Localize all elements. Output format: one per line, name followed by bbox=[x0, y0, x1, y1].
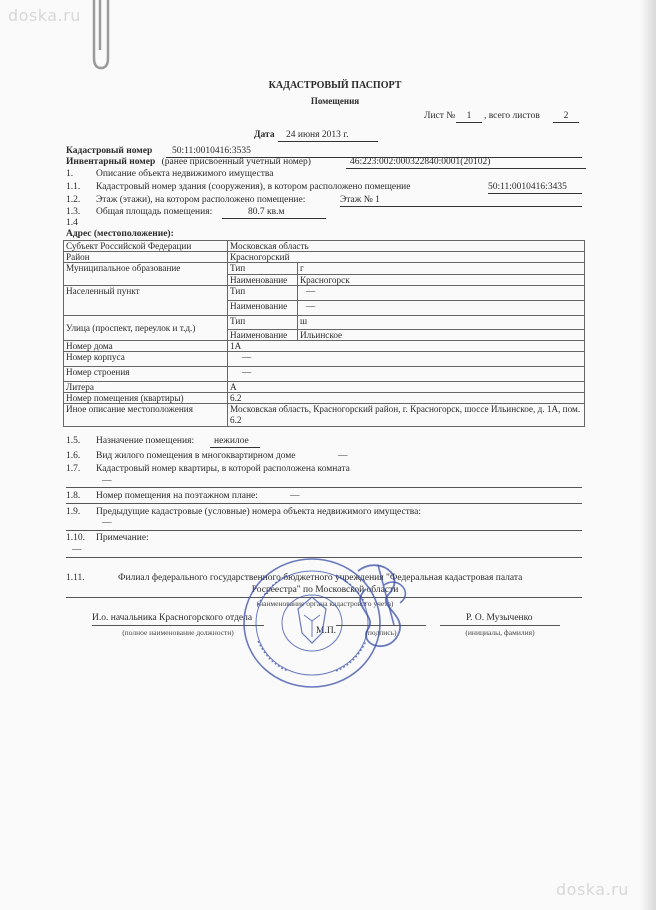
section-1-8-value: — bbox=[290, 491, 300, 501]
document-title: КАДАСТРОВЫЙ ПАСПОРТ bbox=[268, 80, 402, 91]
row-value: Московская область bbox=[228, 241, 585, 252]
table-row bbox=[64, 382, 585, 393]
watermark-top: doska.ru bbox=[8, 6, 81, 25]
row-value: — bbox=[228, 367, 585, 382]
page-edge-shadow bbox=[640, 0, 656, 910]
cadastral-value: 50:11:0010416:3535 bbox=[166, 146, 582, 158]
name-caption: (инициалы, фамилия) bbox=[465, 628, 535, 637]
section-1-2-value: Этаж № 1 bbox=[340, 195, 582, 207]
row-label: Номер строения bbox=[64, 367, 228, 382]
table-row bbox=[64, 263, 585, 275]
date-value: 24 июня 2013 г. bbox=[278, 130, 378, 142]
row-value: ш bbox=[298, 316, 585, 330]
row-value: 1А bbox=[228, 341, 585, 352]
section-1-2-num: 1.2. bbox=[66, 195, 81, 205]
row-value: — bbox=[298, 286, 585, 301]
row-value: А bbox=[228, 382, 585, 393]
row-value: — bbox=[298, 301, 585, 316]
section-1-7-label: Кадастровый номер квартиры, в которой расположена комната bbox=[96, 464, 350, 474]
address-heading: Адрес (местоположение): bbox=[66, 229, 174, 239]
cadastral-label: Кадастровый номер bbox=[66, 146, 153, 156]
divider bbox=[66, 487, 582, 488]
section-1-8-num: 1.8. bbox=[66, 491, 81, 501]
section-1-7-num: 1.7. bbox=[66, 464, 81, 474]
org-caption: (наименование органа кадастрового учета) bbox=[256, 599, 394, 608]
section-1-9-value: — bbox=[102, 518, 112, 528]
section-1-6-label: Вид жилого помещения в многоквартирном доме bbox=[96, 451, 296, 461]
table-row bbox=[64, 393, 585, 404]
row-value: — bbox=[228, 352, 585, 367]
address-table bbox=[63, 240, 585, 427]
row-value: 6.2 bbox=[228, 393, 585, 404]
sheets-total-label: , всего листов bbox=[484, 111, 540, 121]
section-1-6-value: — bbox=[338, 451, 348, 461]
section-1-6-num: 1.6. bbox=[66, 451, 81, 461]
row-value: г bbox=[298, 263, 585, 275]
table-row bbox=[64, 341, 585, 352]
row-sub: Тип bbox=[228, 286, 298, 301]
paper-clip-icon bbox=[86, 0, 116, 72]
section-1-9-label: Предыдущие кадастровые (условные) номера объекта недвижимого имущества: bbox=[96, 507, 422, 517]
table-row bbox=[64, 352, 585, 367]
table-row bbox=[64, 367, 585, 382]
row-value: Красногорск bbox=[298, 274, 585, 286]
section-1-1-num: 1.1. bbox=[66, 182, 81, 192]
row-label: Номер помещения (квартиры) bbox=[64, 393, 228, 404]
divider bbox=[66, 503, 582, 504]
table-row bbox=[64, 286, 585, 301]
signature-caption: (подпись) bbox=[365, 628, 397, 637]
name-line bbox=[440, 625, 560, 626]
section-1-11-num: 1.11. bbox=[66, 573, 85, 583]
org-line-1: Филиал федерального государственного бюджетного учреждения "Федеральная кадастровая палата bbox=[118, 573, 523, 583]
section-1-5-label: Назначение помещения: bbox=[96, 436, 195, 446]
row-label: Номер дома bbox=[64, 341, 228, 352]
signer-name: Р. О. Музыченко bbox=[466, 613, 533, 623]
row-sub: Наименование bbox=[228, 330, 298, 341]
row-sub: Наименование bbox=[228, 301, 298, 316]
row-label: Улица (проспект, переулок и т.д.) bbox=[64, 316, 228, 341]
position-caption: (полное наименование должности) bbox=[122, 628, 234, 637]
section-1-label: Описание объекта недвижимого имущества bbox=[96, 169, 274, 179]
inventory-row bbox=[66, 157, 311, 168]
section-1-5-value: нежилое bbox=[210, 436, 260, 448]
row-value: Московская область, Красногорский район, г. Красногорск, шоссе Ильинское, д. 1А, пом. 6.2 bbox=[228, 404, 585, 427]
section-1-9-num: 1.9. bbox=[66, 507, 81, 517]
section-1-7-value: — bbox=[102, 476, 112, 486]
document-subtitle: Помещения bbox=[310, 96, 360, 106]
row-label: Номер корпуса bbox=[64, 352, 228, 367]
section-1-5-num: 1.5. bbox=[66, 436, 81, 446]
section-1-10-value: — bbox=[72, 545, 82, 555]
section-1-3-value: 80.7 кв.м bbox=[222, 207, 326, 219]
section-1-3-num: 1.3. bbox=[66, 207, 81, 217]
table-row bbox=[64, 241, 585, 252]
section-1-2-label: Этаж (этажи), на котором расположено помещение: bbox=[96, 195, 306, 205]
org-line-2: Росреестра" по Московской области bbox=[251, 585, 399, 595]
row-value: Ильинское bbox=[298, 330, 585, 341]
position-text: И.о. начальника Красногорского отдела bbox=[92, 613, 253, 623]
row-label: Населенный пункт bbox=[64, 286, 228, 316]
row-sub: Тип bbox=[228, 316, 298, 330]
row-sub: Наименование bbox=[228, 274, 298, 286]
sheet-number: 1 bbox=[456, 111, 482, 123]
inventory-note: (ранее присвоенный учетный номер) bbox=[161, 157, 311, 167]
mp-label: М.П. bbox=[316, 626, 337, 636]
divider bbox=[66, 530, 582, 531]
watermark-bottom: doska.ru bbox=[556, 880, 629, 899]
section-1-3-label: Общая площадь помещения: bbox=[96, 207, 213, 217]
official-stamp-icon bbox=[238, 545, 426, 695]
table-row bbox=[64, 316, 585, 330]
sheet-label: Лист № bbox=[424, 111, 456, 121]
table-row bbox=[64, 404, 585, 427]
section-1-1-value: 50:11:0010416:3435 bbox=[488, 182, 582, 194]
row-label: Субъект Российской Федерации bbox=[64, 241, 228, 252]
inventory-value: 46:223:002:000322840:0001(20102) bbox=[346, 157, 586, 169]
table-row bbox=[64, 252, 585, 263]
inventory-label: Инвентарный номер bbox=[66, 157, 156, 167]
row-sub: Тип bbox=[228, 263, 298, 275]
row-label: Литера bbox=[64, 382, 228, 393]
section-1-8-label: Номер помещения на поэтажном плане: bbox=[96, 491, 258, 501]
date-label: Дата bbox=[254, 130, 275, 140]
section-1-num: 1. bbox=[66, 169, 74, 179]
row-label: Муниципальное образование bbox=[64, 263, 228, 286]
row-label: Иное описание местоположения bbox=[64, 404, 228, 427]
row-label: Район bbox=[64, 252, 228, 263]
section-1-10-label: Примечание: bbox=[96, 533, 149, 543]
section-1-1-label: Кадастровый номер здания (сооружения), в котором расположено помещение bbox=[96, 182, 411, 192]
section-1-10-num: 1.10. bbox=[66, 533, 85, 543]
sheets-total: 2 bbox=[553, 111, 579, 123]
section-1-4-num: 1.4 bbox=[66, 218, 78, 228]
row-value: Красногорский bbox=[228, 252, 585, 263]
